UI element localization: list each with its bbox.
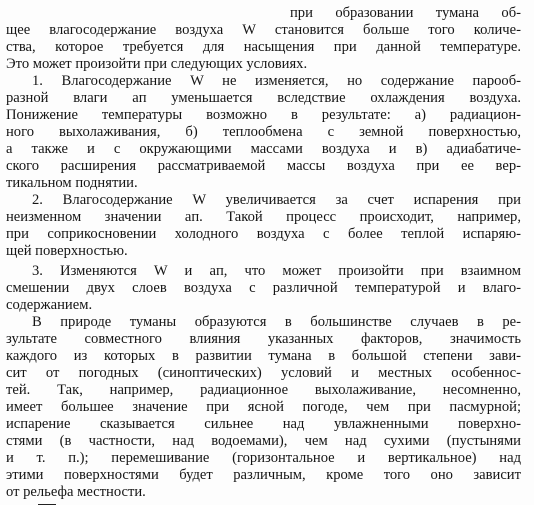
- text-line: имеет большее значение при ясной погоде, чем при пасмурной;: [6, 399, 521, 415]
- text-line: неизменном значении aп. Такой процесс происходит, например,: [6, 209, 521, 225]
- text-line: щее влагосодержание воздуха W становится больше того количе-: [6, 22, 521, 38]
- text-line: Это может произойти при следующих условиях.: [6, 56, 308, 72]
- text-line: стями (в частности, над водоемами), чем над сухими (пустынями: [6, 433, 521, 449]
- text-line: В природе туманы образуются в большинстве случаев в ре-: [32, 314, 521, 330]
- text-line: тикальном поднятии.: [6, 175, 138, 191]
- text-line: сит от погодных (синоптических) условий и местных особеннос-: [6, 365, 521, 381]
- text-line: ского расширения рассматриваемой массы воздуха при ее вер-: [6, 158, 521, 174]
- text-line: щей поверхностью.: [6, 243, 128, 259]
- text-line: а также и с окружающими массами воздуха и в) адиабатиче-: [6, 141, 521, 157]
- text-line: 3. Изменяются W и aп, что может произойти при взаимном: [32, 263, 521, 279]
- text-line: испарение сказывается сильнее над увлажненными поверхно-: [6, 416, 521, 432]
- text-line: 1. Влагосодержание W не изменяется, но содержание парооб-: [32, 73, 521, 89]
- text-line: ного выхолаживания, б) теплообмена с земной поверхностью,: [6, 124, 521, 140]
- text-line: при образовании тумана об-: [290, 5, 521, 21]
- text-line: 2. Влагосодержание W увеличивается за счет испарения при: [32, 192, 521, 208]
- text-line: тей. Так, например, радиационное выхолаживание, несомненно,: [6, 382, 521, 398]
- text-line: от рельефа местности.: [6, 484, 146, 500]
- text-line: разной влаги aп уменьшается вследствие охлаждения воздуха.: [6, 90, 521, 106]
- text-line: ства, которое требуется для насыщения при данной температуре.: [6, 39, 521, 55]
- text-line: зультате совместного влияния указанных факторов, значимость: [6, 331, 521, 347]
- text-line: Понижение температуры возможно в результате: а) радиацион-: [6, 107, 521, 123]
- text-line: смешении двух слоев воздуха с различной температурой и влаго-: [6, 280, 521, 296]
- text-line: этими поверхностями будет различным, кроме того оно зависит: [6, 467, 521, 483]
- text-line: каждого из которых в развитии тумана в большой степени зави-: [6, 348, 521, 364]
- text-line: содержанием.: [6, 297, 93, 313]
- text-line: при соприкосновении холодного воздуха с более теплой испаряю-: [6, 226, 521, 242]
- text-line: и т. п.); перемешивание (горизонтальное и вертикальное) над: [6, 450, 521, 466]
